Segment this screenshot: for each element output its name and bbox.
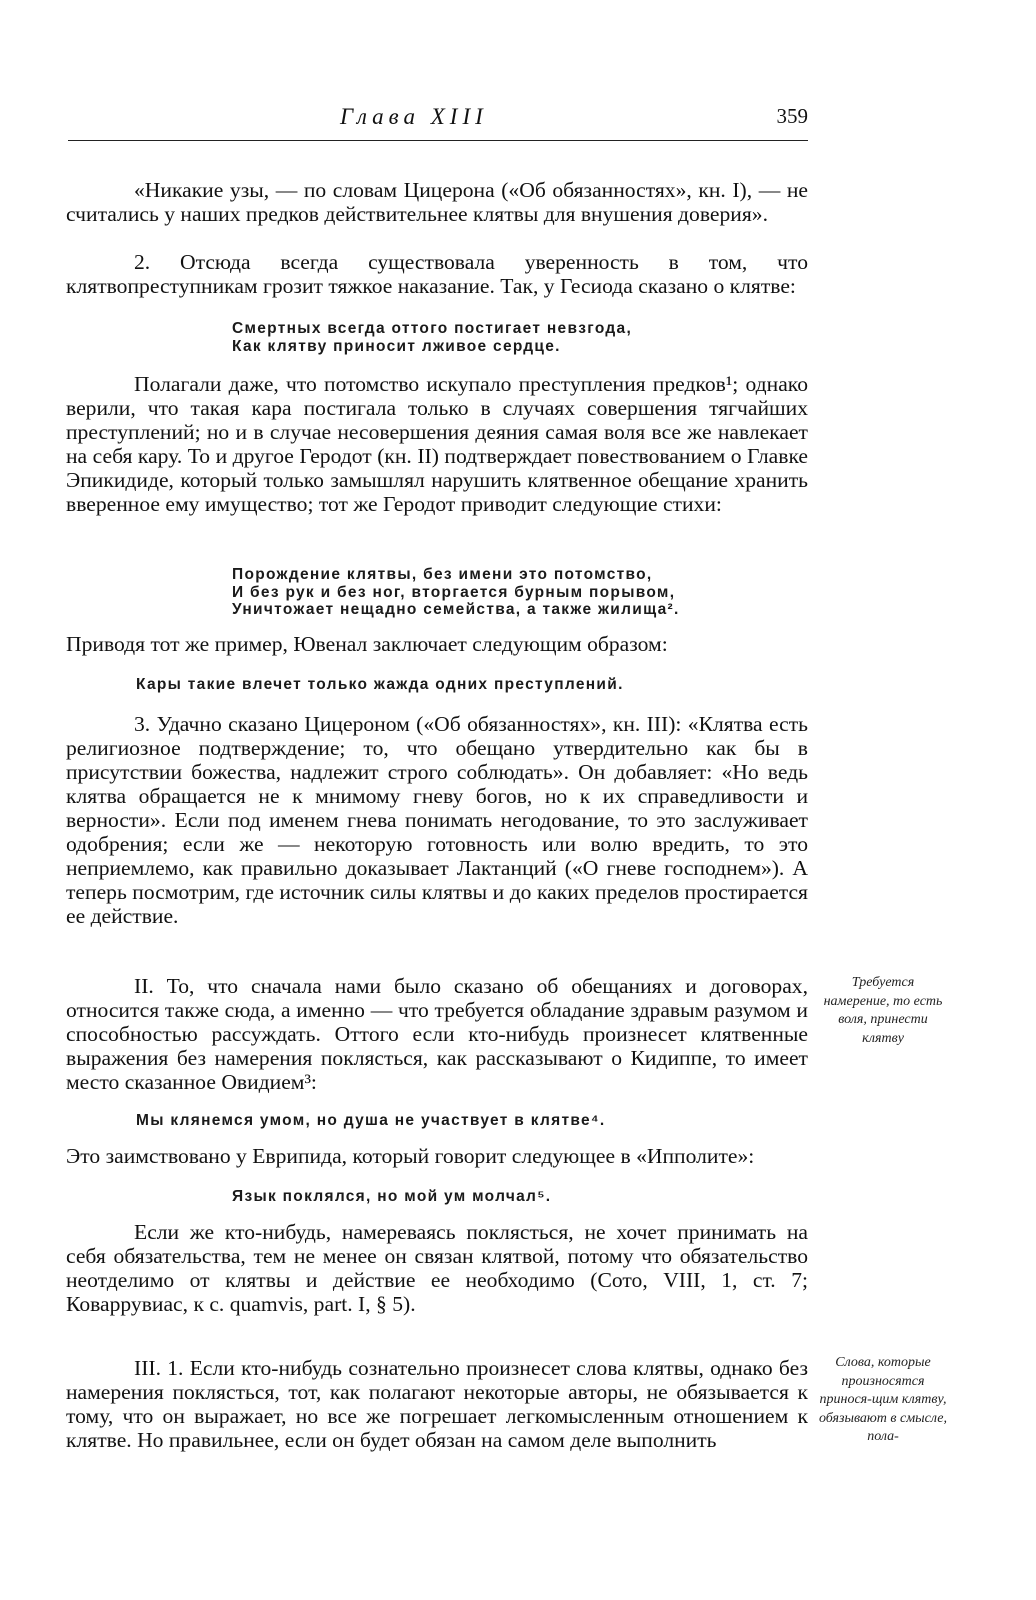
margin-note-2: Слова, которые произносятся принося-щим клятву, обязывают в смысле, пола- bbox=[818, 1355, 947, 1444]
verse-line: Уничтожает нещадно семейства, а также жилища². bbox=[232, 601, 680, 619]
margin-note-1: Требуется намерение, то есть воля, принести клятву bbox=[823, 975, 943, 1046]
verse-hesiod bbox=[232, 320, 632, 355]
paragraph-4: Приводя тот же пример, Ювенал заключает следующим образом: bbox=[66, 632, 668, 656]
verse-juvenal bbox=[136, 676, 624, 694]
verse-herodotus bbox=[232, 566, 680, 619]
header-rule bbox=[68, 140, 808, 141]
paragraph-9: III. 1. Если кто-нибудь сознательно произнесет слова клятвы, однако без намерения поклясться, тот, как полагают некоторые авторы, не обязывается к тому, что он выражает, но все же погрешает легкомысленным отношением к клятве. Но правильнее, если он будет обязан на самом деле выполнить bbox=[66, 1356, 808, 1452]
verse-line: Смертных всегда оттого постигает невзгода, bbox=[232, 320, 633, 337]
page-header bbox=[68, 104, 808, 140]
paragraph-7: Это заимствовано у Еврипида, который говорит следующее в «Ипполите»: bbox=[66, 1144, 755, 1168]
verse-line: Как клятву приносит лживое сердце. bbox=[232, 337, 561, 355]
paragraph-5: 3. Удачно сказано Цицероном («Об обязанностях», кн. III): «Клятва есть религиозное подтверждение; то, что обещано утвердительно как бы в присутствии божества, надлежит строго соблюдать». Он добавляет: «Но ведь клятва обращается не к мнимому гневу богов, но к их справедливости и верности». Если под именем гнева понимать негодование, то это заслуживает одобрения; если же — некоторую готовность или волю вредить, то это неприемлемо, как правильно доказывает Лактанций («О гневе господнем»). А теперь посмотрим, где источник силы клятвы и до каких пределов простирается ее действие. bbox=[66, 712, 808, 928]
paragraph-3: Полагали даже, что потомство искупало преступления предков¹; однако верили, что такая кара постигала только в случаях совершения тягчайших преступлений; но и в случае несовершения деяния самая воля все же навлекает на себя кару. То и другое Геродот (кн. II) подтверждает повествованием о Главке Эпикидиде, который только замышлял нарушить клятвенное обещание хранить вверенное ему имущество; тот же Геродот приводит следующие стихи: bbox=[66, 372, 808, 516]
paragraph-6: II. То, что сначала нами было сказано об обещаниях и договорах, относится также сюда, а именно — что требуется обладание здравым разумом и способностью рассуждать. Оттого если кто-нибудь произнесет клятвенные выражения без намерения поклясться, как рассказывают о Кидиппе, то имеет место сказанное Овидием³: bbox=[66, 974, 808, 1094]
page-number: 359 bbox=[776, 104, 808, 128]
verse-ovid bbox=[136, 1112, 605, 1130]
verse-euripides bbox=[232, 1188, 551, 1206]
verse-line: Мы клянемся умом, но душа не участвует в клятве⁴. bbox=[136, 1112, 606, 1129]
paragraph-2: 2. Отсюда всегда существовала уверенность в том, что клятвопреступникам грозит тяжкое наказание. Так, у Гесиода сказано о клятве: bbox=[66, 250, 808, 298]
paragraph-1: «Никакие узы, — по словам Цицерона («Об обязанностях», кн. I), — не считались у наших предков действительнее клятвы для внушения доверия». bbox=[66, 178, 808, 226]
verse-line: Порождение клятвы, без имени это потомство, bbox=[232, 566, 653, 583]
verse-line: Кары такие влечет только жажда одних преступлений. bbox=[136, 676, 624, 693]
paragraph-8: Если же кто-нибудь, намереваясь поклясться, не хочет принимать на себя обязательства, тем не менее он связан клятвой, потому что обязательство неотделимо от клятвы и действие ее необходимо (Сото, VIII, 1, ст. 7; Коваррувиас, к c. quamvis, part. I, § 5). bbox=[66, 1220, 808, 1316]
verse-line: Язык поклялся, но мой ум молчал⁵. bbox=[232, 1188, 552, 1205]
verse-line: И без рук и без ног, вторгается бурным порывом, bbox=[232, 583, 676, 601]
running-title: Глава XIII bbox=[340, 104, 488, 129]
